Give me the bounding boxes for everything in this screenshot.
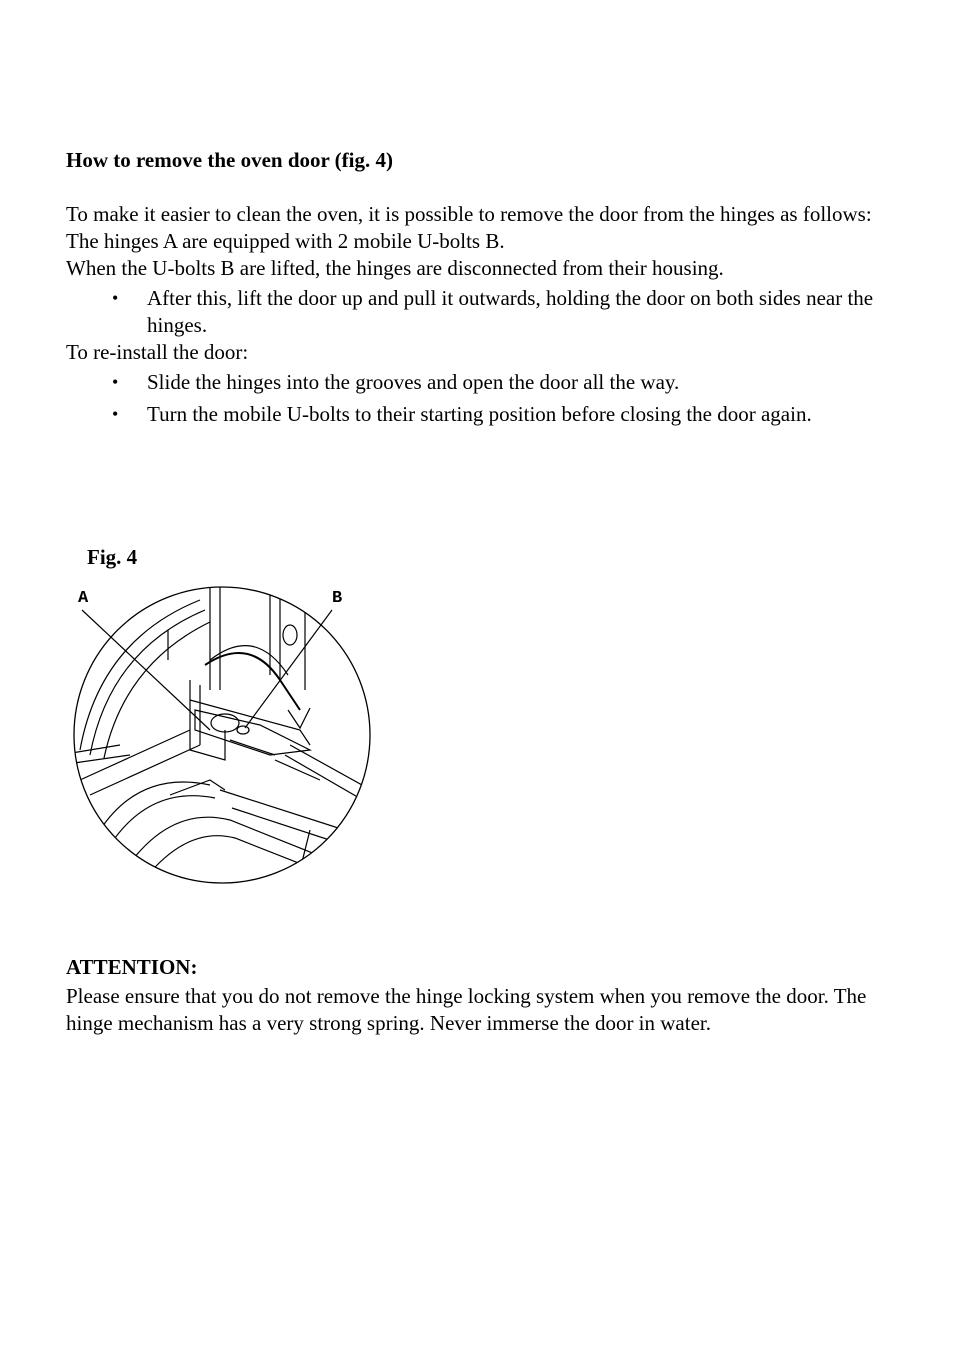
intro-line-1: To make it easier to clean the oven, it is possible to remove the door from the hinges as follows: <box>66 202 872 226</box>
leader-line-a <box>82 610 210 730</box>
figure-label: Fig. 4 <box>87 545 138 569</box>
bullet-icon: • <box>112 404 119 424</box>
section-title: How to remove the oven door (fig. 4) <box>66 148 393 172</box>
hinge-drawing <box>60 580 380 895</box>
figure-letter-b: B <box>332 589 343 608</box>
bullet-icon: • <box>112 288 119 308</box>
reinstall-bullet-1 <box>66 369 896 396</box>
reinstall-list <box>66 369 896 428</box>
hinge-illustration <box>60 580 380 900</box>
reinstall-bullet-2 <box>66 401 896 428</box>
bullet-icon: • <box>112 372 119 392</box>
removal-list <box>66 285 896 339</box>
reinstall-bullet-text: Turn the mobile U-bolts to their starting position before closing the door again. <box>147 402 812 426</box>
intro-line-3: When the U-bolts B are lifted, the hinges are disconnected from their housing. <box>66 256 724 280</box>
removal-bullet-1 <box>66 285 896 339</box>
attention-text: Please ensure that you do not remove the hinge locking system when you remove the door. The hinge mechanism has a very strong spring. Never immerse the door in water. <box>66 984 867 1035</box>
reinstall-bullet-text: Slide the hinges into the grooves and open the door all the way. <box>147 370 680 394</box>
removal-bullet-text: After this, lift the door up and pull it outwards, holding the door on both sides near the hinges. <box>147 286 874 337</box>
intro-line-2: The hinges A are equipped with 2 mobile U-bolts B. <box>66 229 505 253</box>
reinstall-title: To re-install the door: <box>66 340 249 364</box>
instructions-body <box>66 201 896 428</box>
figure-letter-a: A <box>78 589 89 608</box>
attention-title: ATTENTION: <box>66 955 198 979</box>
